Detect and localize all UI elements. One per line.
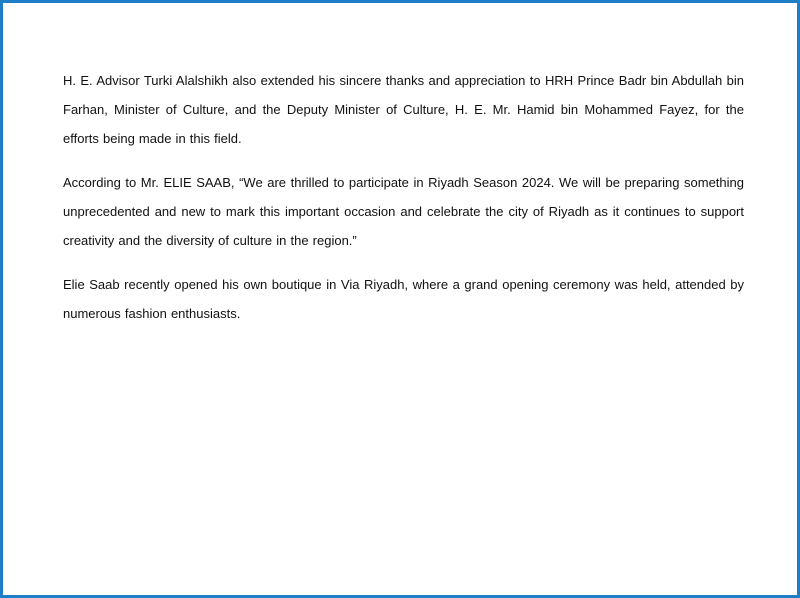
paragraph-quote: According to Mr. ELIE SAAB, “We are thrilled to participate in Riyadh Season 2024. We will be preparing something unprecedented and new to mark this important occasion and celebrate the city of Riyadh as it continues to support creativity and the diversity of culture in the region.”: [63, 175, 744, 248]
paragraph-thanks: H. E. Advisor Turki Alalshikh also extended his sincere thanks and appreciation to HRH Prince Badr bin Abdullah bin Farhan, Minister of Culture, and the Deputy Minister of Culture, H. E. Mr. Hamid bin Mohammed Fayez, for the efforts being made in this field.: [63, 73, 744, 146]
document-body: [63, 66, 744, 343]
paragraph-boutique: Elie Saab recently opened his own boutique in Via Riyadh, where a grand opening ceremony was held, attended by numerous fashion enthusiasts.: [63, 277, 744, 321]
